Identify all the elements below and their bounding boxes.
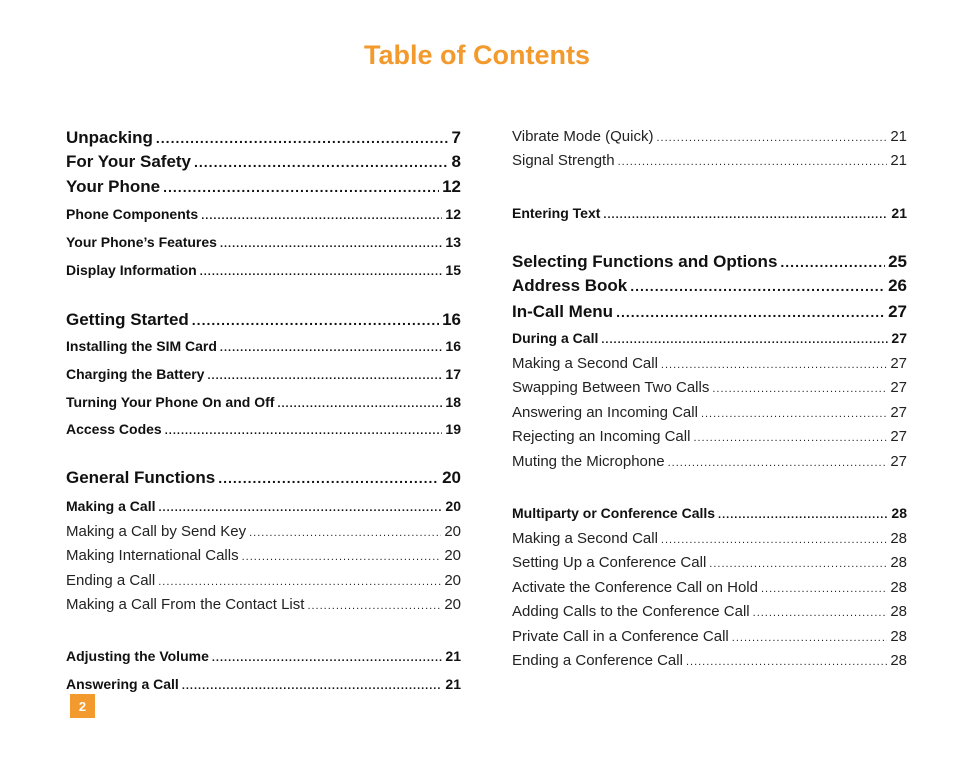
toc-entry-title: Making a Second Call	[512, 355, 658, 372]
toc-entry-title: Multiparty or Conference Calls	[512, 505, 716, 521]
toc-entry-title: Phone Components	[66, 206, 199, 222]
toc-leader-dots	[182, 680, 443, 692]
toc-entry-page: 28	[891, 505, 907, 521]
toc-entry-page: 16	[445, 338, 461, 354]
toc-entry[interactable]	[512, 404, 907, 421]
toc-entry[interactable]	[512, 152, 907, 169]
toc-entry-title: Making a Call by Send Key	[66, 523, 247, 540]
toc-entry-page: 27	[890, 428, 907, 445]
toc-entry[interactable]	[66, 152, 461, 172]
toc-entry[interactable]	[66, 366, 461, 382]
toc-entry-page: 16	[442, 310, 461, 329]
toc-entry[interactable]	[66, 468, 461, 488]
toc-entry-title: Getting Started	[66, 310, 189, 329]
toc-entry-page: 27	[890, 453, 907, 470]
toc-entry[interactable]	[512, 128, 907, 145]
toc-entry-page: 26	[888, 276, 907, 295]
toc-entry-title: Muting the Microphone	[512, 453, 665, 470]
toc-leader-dots	[761, 583, 887, 595]
toc-entry-title: Turning Your Phone On and Off	[66, 394, 275, 410]
toc-entry-page: 21	[891, 205, 907, 221]
toc-leader-dots	[201, 210, 442, 222]
page-title: Table of Contents	[364, 40, 590, 70]
toc-entry[interactable]	[512, 628, 907, 645]
toc-entry[interactable]	[66, 498, 461, 514]
toc-entry-title: Charging the Battery	[66, 366, 205, 382]
toc-entry-title: Unpacking	[66, 128, 153, 147]
toc-leader-dots	[212, 652, 443, 664]
toc-entry-page: 7	[451, 128, 461, 147]
toc-leader-dots	[200, 266, 443, 278]
toc-leader-dots	[158, 502, 442, 514]
toc-entry[interactable]	[512, 579, 907, 596]
toc-entry-page: 28	[890, 628, 907, 645]
toc-entry-page: 17	[445, 366, 461, 382]
toc-leader-dots	[307, 600, 441, 612]
toc-entry-title: Adjusting the Volume	[66, 648, 209, 664]
toc-entry[interactable]	[66, 648, 461, 664]
toc-entry-title: For Your Safety	[66, 152, 192, 171]
toc-entry[interactable]	[66, 421, 461, 437]
toc-entry-page: 28	[890, 554, 907, 571]
toc-entry[interactable]	[512, 453, 907, 470]
toc-leader-dots	[194, 154, 449, 170]
toc-entry[interactable]	[66, 572, 461, 589]
toc-entry-title: In-Call Menu	[512, 302, 614, 321]
toc-leader-dots	[242, 551, 442, 563]
toc-entry[interactable]	[512, 652, 907, 669]
toc-entry-page: 20	[445, 498, 461, 514]
page-number-badge: 2	[70, 694, 95, 718]
toc-entry-page: 12	[442, 177, 461, 196]
toc-entry-title: Your Phone	[66, 177, 161, 196]
toc-leader-dots	[163, 179, 439, 195]
toc-entry-page: 18	[445, 394, 461, 410]
toc-leader-dots	[158, 576, 441, 588]
toc-leader-dots	[732, 632, 888, 644]
toc-leader-dots	[220, 238, 442, 250]
toc-entry-page: 21	[890, 128, 907, 145]
toc-leader-dots	[277, 398, 442, 410]
toc-entry[interactable]	[66, 338, 461, 354]
toc-entry-title: Private Call in a Conference Call	[512, 628, 729, 645]
toc-leader-dots	[661, 359, 887, 371]
toc-entry[interactable]	[512, 530, 907, 547]
toc-entry-title: Your Phone’s Features	[66, 234, 217, 250]
toc-leader-dots	[780, 254, 885, 270]
toc-entry-title: Ending a Conference Call	[512, 652, 683, 669]
toc-leader-dots	[165, 425, 443, 437]
toc-entry-title: Vibrate Mode (Quick)	[512, 128, 654, 145]
toc-leader-dots	[192, 312, 439, 328]
toc-entry-page: 27	[890, 355, 907, 372]
toc-entry-title: Making a Call From the Contact List	[66, 596, 305, 613]
toc-entry[interactable]	[512, 355, 907, 372]
toc-entry-page: 19	[445, 421, 461, 437]
toc-entry[interactable]	[66, 234, 461, 250]
toc-entry[interactable]	[512, 379, 907, 396]
toc-leader-dots	[709, 558, 887, 570]
toc-entry[interactable]	[512, 302, 907, 322]
toc-leader-dots	[603, 209, 888, 221]
toc-entry-title: Making International Calls	[66, 547, 239, 564]
toc-entry-page: 20	[444, 523, 461, 540]
toc-entry-title: Adding Calls to the Conference Call	[512, 603, 750, 620]
toc-leader-dots	[618, 156, 888, 168]
toc-entry[interactable]	[66, 676, 461, 692]
toc-entry-title: During a Call	[512, 330, 599, 346]
toc-entry-page: 20	[444, 547, 461, 564]
toc-leader-dots	[218, 470, 439, 486]
toc-entry-title: Selecting Functions and Options	[512, 252, 778, 271]
toc-entry-page: 13	[445, 234, 461, 250]
toc-entry-title: Making a Call	[66, 498, 156, 514]
toc-entry[interactable]	[512, 505, 907, 521]
toc-entry[interactable]	[512, 330, 907, 346]
toc-entry[interactable]	[512, 554, 907, 571]
toc-entry[interactable]	[66, 128, 461, 148]
toc-entry[interactable]	[512, 276, 907, 296]
toc-entry-title: Making a Second Call	[512, 530, 658, 547]
toc-entry-page: 25	[888, 252, 907, 271]
toc-entry[interactable]	[66, 310, 461, 330]
toc-leader-dots	[249, 527, 441, 539]
toc-leader-dots	[220, 342, 443, 354]
toc-entry[interactable]	[66, 177, 461, 197]
toc-entry-page: 28	[890, 652, 907, 669]
toc-entry-title: Address Book	[512, 276, 628, 295]
toc-entry-title: Answering a Call	[66, 676, 179, 692]
toc-leader-dots	[686, 656, 887, 668]
toc-entry[interactable]	[66, 394, 461, 410]
toc-entry[interactable]	[512, 603, 907, 620]
toc-leader-dots	[712, 383, 887, 395]
toc-leader-dots	[718, 509, 888, 521]
toc-entry-page: 28	[890, 530, 907, 547]
toc-leader-dots	[656, 132, 887, 144]
toc-leader-dots	[668, 457, 888, 469]
toc-entry-page: 8	[451, 152, 461, 171]
toc-entry-title: General Functions	[66, 468, 216, 487]
toc-entry-title: Swapping Between Two Calls	[512, 379, 710, 396]
toc-entry-title: Ending a Call	[66, 572, 156, 589]
toc-leader-dots	[156, 130, 449, 146]
toc-entry[interactable]	[512, 205, 907, 221]
toc-entry-page: 21	[445, 648, 461, 664]
toc-entry[interactable]	[66, 547, 461, 564]
toc-entry-page: 27	[890, 379, 907, 396]
toc-entry-title: Rejecting an Incoming Call	[512, 428, 691, 445]
toc-entry[interactable]	[512, 428, 907, 445]
toc-entry[interactable]	[66, 206, 461, 222]
toc-leader-dots	[661, 534, 887, 546]
toc-leader-dots	[701, 408, 887, 420]
toc-leader-dots	[630, 278, 885, 294]
toc-entry-title: Signal Strength	[512, 152, 615, 169]
toc-entry[interactable]	[66, 262, 461, 278]
toc-entry-title: Display Information	[66, 262, 197, 278]
toc-entry-title: Answering an Incoming Call	[512, 404, 698, 421]
toc-entry-page: 28	[890, 579, 907, 596]
toc-entry-title: Entering Text	[512, 205, 601, 221]
toc-entry-page: 21	[445, 676, 461, 692]
toc-entry[interactable]	[66, 523, 461, 540]
toc-leader-dots	[753, 607, 888, 619]
toc-leader-dots	[207, 370, 442, 382]
toc-entry-page: 27	[891, 330, 907, 346]
toc-entry-page: 20	[444, 572, 461, 589]
toc-entry-page: 28	[890, 603, 907, 620]
toc-entry-title: Activate the Conference Call on Hold	[512, 579, 758, 596]
toc-entry-page: 12	[445, 206, 461, 222]
toc-entry-page: 27	[890, 404, 907, 421]
toc-entry[interactable]	[66, 596, 461, 613]
toc-leader-dots	[601, 334, 888, 346]
toc-entry-page: 15	[445, 262, 461, 278]
toc-entry[interactable]	[512, 252, 907, 272]
toc-leader-dots	[693, 432, 887, 444]
toc-entry-title: Installing the SIM Card	[66, 338, 217, 354]
toc-leader-dots	[616, 304, 885, 320]
toc-entry-page: 20	[444, 596, 461, 613]
toc-entry-page: 21	[890, 152, 907, 169]
toc-entry-title: Setting Up a Conference Call	[512, 554, 707, 571]
toc-entry-page: 27	[888, 302, 907, 321]
toc-entry-title: Access Codes	[66, 421, 162, 437]
toc-entry-page: 20	[442, 468, 461, 487]
